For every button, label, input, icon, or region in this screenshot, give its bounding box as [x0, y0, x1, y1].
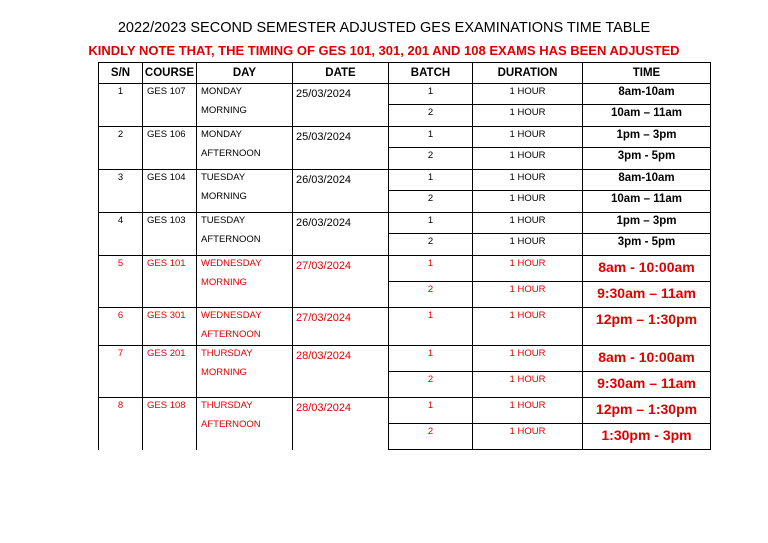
row-batch-text: 1	[427, 129, 434, 140]
row-day-name: THURSDAY	[201, 348, 253, 359]
row-course-text: GES 107	[147, 86, 186, 97]
row-sn-text: 5	[117, 258, 124, 269]
row-duration-text: 1 HOUR	[509, 426, 546, 437]
row-duration	[473, 148, 583, 170]
row-course	[143, 256, 197, 308]
row-time-text: 9:30am – 11am	[597, 375, 696, 391]
row-time-text: 8am-10am	[618, 172, 675, 184]
row-day-period: AFTERNOON	[201, 234, 261, 245]
row-batch	[389, 213, 473, 234]
row-course	[143, 213, 197, 256]
row-batch-text: 2	[427, 236, 434, 247]
table-row	[99, 170, 711, 191]
row-time	[583, 372, 711, 398]
row-batch-text: 1	[427, 215, 434, 226]
row-duration	[473, 170, 583, 191]
row-sn	[99, 213, 143, 256]
row-date	[293, 398, 389, 450]
row-day	[197, 346, 293, 398]
row-duration-text: 1 HOUR	[509, 193, 546, 204]
header-course: COURSE	[143, 63, 197, 84]
row-day-period: AFTERNOON	[201, 419, 261, 430]
row-sn	[99, 170, 143, 213]
row-sn	[99, 127, 143, 170]
row-day	[197, 308, 293, 346]
row-batch-text: 1	[427, 400, 434, 411]
row-date-text: 25/03/2024	[296, 88, 352, 100]
table-row	[99, 127, 711, 148]
row-course-text: GES 301	[147, 310, 186, 321]
row-day-period: MORNING	[201, 191, 247, 202]
row-batch	[389, 424, 473, 450]
row-time-text: 8am - 10:00am	[598, 349, 695, 365]
row-day	[197, 398, 293, 450]
row-day-name: MONDAY	[201, 86, 242, 97]
row-batch-text: 1	[427, 258, 434, 269]
row-date-text: 28/03/2024	[296, 402, 352, 414]
row-batch	[389, 256, 473, 282]
row-batch-text: 2	[427, 426, 434, 437]
row-batch-text: 1	[427, 310, 434, 321]
table-row	[99, 308, 711, 346]
row-duration-text: 1 HOUR	[509, 374, 546, 385]
row-date-text: 27/03/2024	[296, 260, 352, 272]
row-duration-text: 1 HOUR	[509, 310, 546, 321]
row-batch	[389, 282, 473, 308]
row-day-name: WEDNESDAY	[201, 258, 262, 269]
row-date	[293, 170, 389, 213]
row-duration	[473, 127, 583, 148]
row-batch	[389, 372, 473, 398]
row-sn-text: 7	[117, 348, 124, 359]
row-day	[197, 213, 293, 256]
row-time-text: 3pm - 5pm	[617, 150, 676, 162]
row-batch	[389, 234, 473, 256]
row-day-name: WEDNESDAY	[201, 310, 262, 321]
row-time-text: 9:30am – 11am	[597, 285, 696, 301]
row-duration-text: 1 HOUR	[509, 129, 546, 140]
row-batch	[389, 148, 473, 170]
row-date	[293, 308, 389, 346]
row-course	[143, 346, 197, 398]
row-batch-text: 1	[427, 172, 434, 183]
row-duration	[473, 191, 583, 213]
row-time-text: 1pm – 3pm	[616, 129, 677, 141]
row-day-period: MORNING	[201, 277, 247, 288]
row-course-text: GES 103	[147, 215, 186, 226]
row-batch	[389, 346, 473, 372]
row-course-text: GES 106	[147, 129, 186, 140]
row-date-text: 27/03/2024	[296, 312, 352, 324]
row-course-text: GES 201	[147, 348, 186, 359]
header-row	[99, 63, 711, 84]
row-day	[197, 170, 293, 213]
row-course	[143, 170, 197, 213]
row-day-name: THURSDAY	[201, 400, 253, 411]
row-day	[197, 84, 293, 127]
row-batch	[389, 84, 473, 105]
row-duration	[473, 398, 583, 424]
row-date	[293, 213, 389, 256]
row-time-text: 1pm – 3pm	[616, 215, 677, 227]
timetable	[98, 62, 711, 450]
row-duration-text: 1 HOUR	[509, 348, 546, 359]
row-batch-text: 2	[427, 150, 434, 161]
row-duration	[473, 308, 583, 346]
row-sn-text: 8	[117, 400, 124, 411]
row-day-period: MORNING	[201, 105, 247, 116]
table-row	[99, 256, 711, 282]
row-day-name: MONDAY	[201, 129, 242, 140]
row-duration-text: 1 HOUR	[509, 172, 546, 183]
row-batch	[389, 170, 473, 191]
row-time-text: 10am – 11am	[611, 193, 682, 205]
row-batch-text: 2	[427, 374, 434, 385]
row-time	[583, 234, 711, 256]
row-sn	[99, 256, 143, 308]
row-time	[583, 424, 711, 450]
row-time-text: 1:30pm - 3pm	[601, 427, 692, 443]
row-batch-text: 1	[427, 86, 434, 97]
row-duration-text: 1 HOUR	[509, 150, 546, 161]
row-course-text: GES 108	[147, 400, 186, 411]
row-duration	[473, 282, 583, 308]
row-time	[583, 105, 711, 127]
row-date	[293, 84, 389, 127]
row-duration	[473, 213, 583, 234]
row-time	[583, 308, 711, 346]
row-time-text: 12pm – 1:30pm	[595, 311, 698, 327]
row-duration	[473, 234, 583, 256]
row-date-text: 28/03/2024	[296, 350, 352, 362]
row-time-text: 3pm - 5pm	[617, 236, 676, 248]
row-day-period: AFTERNOON	[201, 329, 261, 340]
row-day-name: TUESDAY	[201, 215, 246, 226]
row-batch-text: 1	[427, 348, 434, 359]
row-time	[583, 282, 711, 308]
header-sn: S/N	[99, 63, 143, 84]
row-batch-text: 2	[427, 107, 434, 118]
row-sn	[99, 84, 143, 127]
table-row	[99, 84, 711, 105]
row-date-text: 25/03/2024	[296, 131, 352, 143]
table-row	[99, 398, 711, 424]
row-duration	[473, 256, 583, 282]
row-batch	[389, 105, 473, 127]
row-duration	[473, 84, 583, 105]
row-date-text: 26/03/2024	[296, 174, 352, 186]
table-row	[99, 346, 711, 372]
row-time-text: 12pm – 1:30pm	[595, 401, 698, 417]
row-duration-text: 1 HOUR	[509, 215, 546, 226]
row-course	[143, 84, 197, 127]
row-course-text: GES 101	[147, 258, 186, 269]
header-duration: DURATION	[473, 63, 583, 84]
row-time	[583, 127, 711, 148]
row-sn	[99, 398, 143, 450]
row-batch-text: 2	[427, 284, 434, 295]
row-time-text: 10am – 11am	[611, 107, 682, 119]
row-day-period: MORNING	[201, 367, 247, 378]
row-batch	[389, 127, 473, 148]
row-time	[583, 148, 711, 170]
header-batch: BATCH	[389, 63, 473, 84]
row-time	[583, 398, 711, 424]
row-batch-text: 2	[427, 193, 434, 204]
row-sn-text: 3	[117, 172, 124, 183]
row-time	[583, 170, 711, 191]
table-row	[99, 213, 711, 234]
row-sn	[99, 346, 143, 398]
row-date	[293, 256, 389, 308]
row-duration	[473, 372, 583, 398]
header-date: DATE	[293, 63, 389, 84]
row-duration-text: 1 HOUR	[509, 400, 546, 411]
row-time	[583, 213, 711, 234]
row-time	[583, 256, 711, 282]
row-day-period: AFTERNOON	[201, 148, 261, 159]
row-sn-text: 4	[117, 215, 124, 226]
row-course-text: GES 104	[147, 172, 186, 183]
row-sn-text: 2	[117, 129, 124, 140]
row-sn	[99, 308, 143, 346]
row-time-text: 8am - 10:00am	[598, 259, 695, 275]
row-time	[583, 84, 711, 105]
row-duration	[473, 105, 583, 127]
row-time	[583, 346, 711, 372]
row-duration	[473, 424, 583, 450]
adjustment-notice: KINDLY NOTE THAT, THE TIMING OF GES 101, 301, 201 AND 108 EXAMS HAS BEEN ADJUSTED	[88, 43, 680, 58]
row-sn-text: 1	[117, 86, 124, 97]
row-sn-text: 6	[117, 310, 124, 321]
row-batch	[389, 398, 473, 424]
row-batch	[389, 308, 473, 346]
row-duration-text: 1 HOUR	[509, 236, 546, 247]
row-date	[293, 346, 389, 398]
row-day	[197, 256, 293, 308]
row-course	[143, 308, 197, 346]
row-time-text: 8am-10am	[618, 86, 675, 98]
header-day: DAY	[197, 63, 293, 84]
row-date	[293, 127, 389, 170]
row-course	[143, 127, 197, 170]
row-course	[143, 398, 197, 450]
row-day	[197, 127, 293, 170]
row-duration-text: 1 HOUR	[509, 258, 546, 269]
row-duration-text: 1 HOUR	[509, 284, 546, 295]
row-duration	[473, 346, 583, 372]
row-date-text: 26/03/2024	[296, 217, 352, 229]
row-batch	[389, 191, 473, 213]
header-time: TIME	[583, 63, 711, 84]
row-duration-text: 1 HOUR	[509, 86, 546, 97]
row-day-name: TUESDAY	[201, 172, 246, 183]
row-duration-text: 1 HOUR	[509, 107, 546, 118]
row-time	[583, 191, 711, 213]
page-title: 2022/2023 SECOND SEMESTER ADJUSTED GES EXAMINATIONS TIME TABLE	[117, 20, 651, 36]
